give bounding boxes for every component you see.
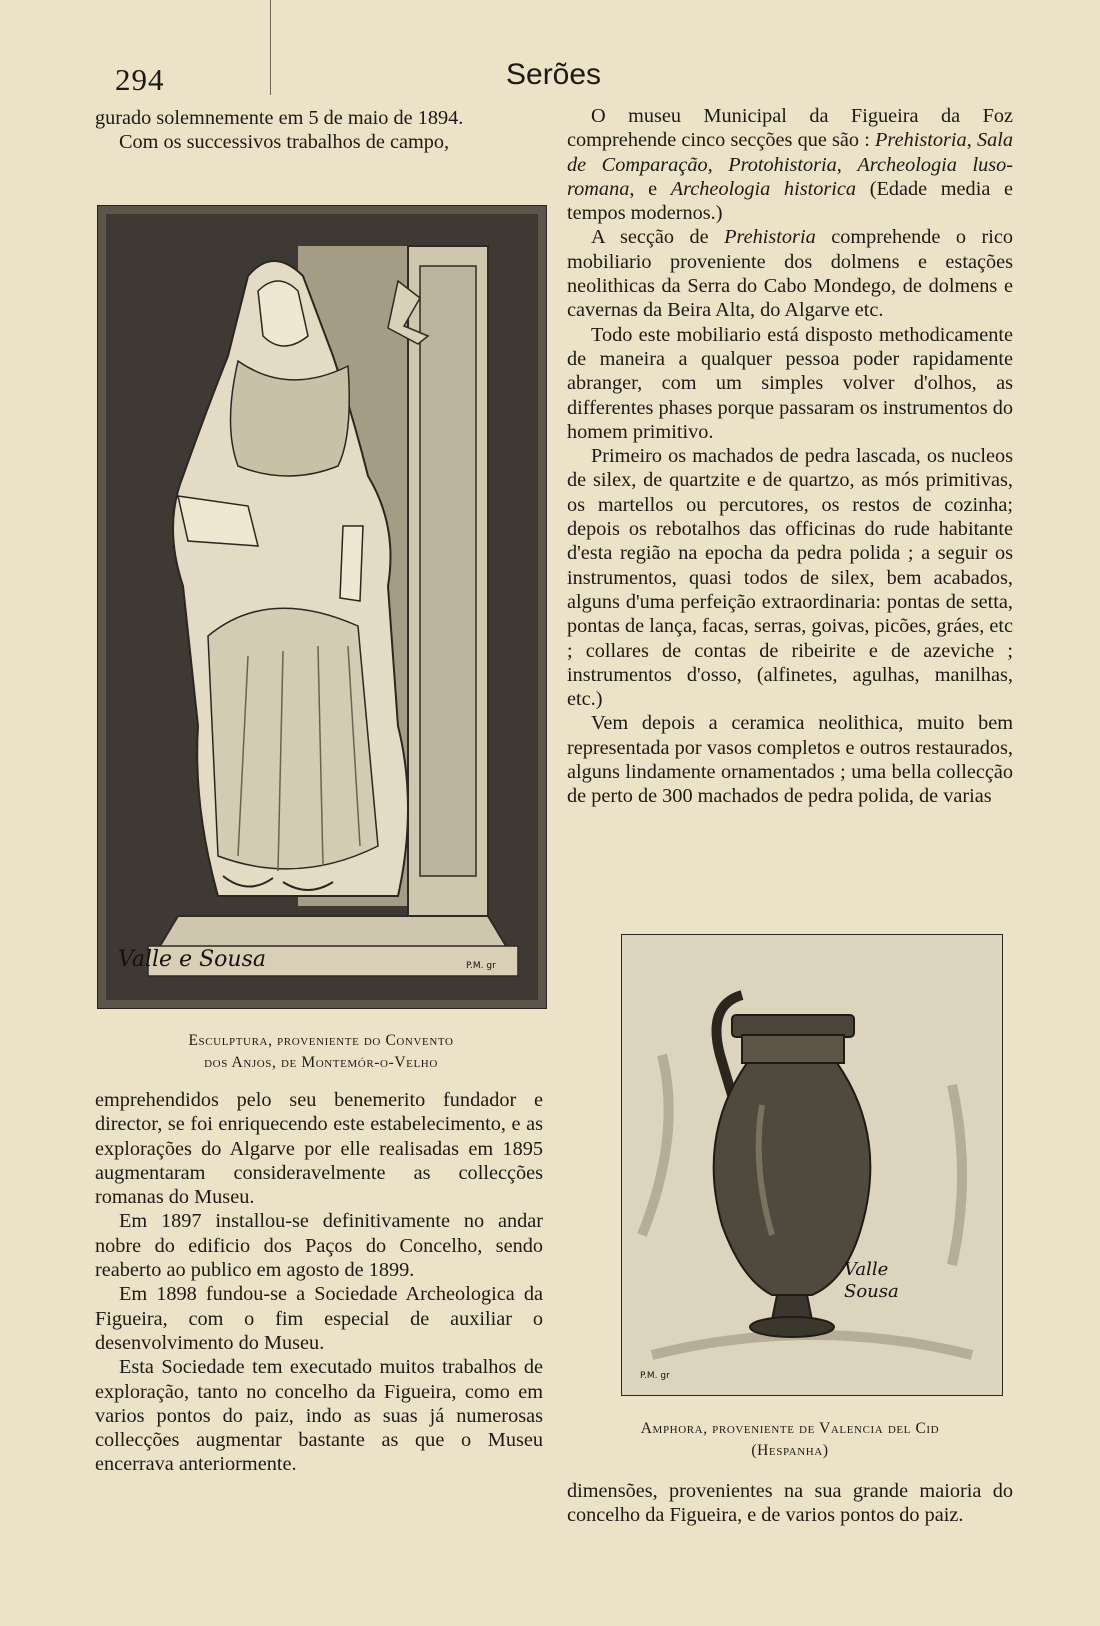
text-run: A secção de xyxy=(591,226,725,249)
section-name: Prehistoria xyxy=(875,129,967,152)
section-name: Sala de Comparação xyxy=(567,129,1014,176)
section-name: Archeologia historica xyxy=(670,177,857,200)
section-name: Prehistoria xyxy=(724,226,816,249)
amphora-caption xyxy=(567,1418,1013,1462)
paragraph: Em 1898 fundou-se a Sociedade Archeologica da Figueira, com o fim especial de auxiliar o desenvolvimento do Museu. xyxy=(95,1283,543,1354)
paragraph: O museu Municipal da Figueira da Foz comprehende cinco secções que são : Prehistoria, Sala de Comparação, Protohistoria, Archeologia luso-romana, e Archeologia historica (Edade media e tempos modernos.) xyxy=(567,105,1014,225)
amphora-engraving xyxy=(622,935,1002,1395)
sculpture-engraving xyxy=(98,206,546,1008)
paragraph: Todo este mobiliario está disposto methodicamente de maneira a qualquer pessoa poder rapidamente abranger, com um simples volver d'olhos, as differentes phases porque passaram os instrumentos do homem primitivo. xyxy=(567,323,1013,443)
caption-line: (Hespanha) xyxy=(751,1442,829,1459)
caption-line: dos Anjos, de Montemór-o-Velho xyxy=(204,1054,438,1071)
running-title: Serões xyxy=(506,58,602,91)
caption-line: Esculptura, proveniente do Convento xyxy=(188,1032,454,1049)
paragraph: Vem depois a ceramica neolithica, muito bem representada por vasos completos e outros restaurados, alguns lindamente ornamentados ; uma bella collecção de perto de 300 machados de pedra polida, de varias xyxy=(567,712,1013,808)
paragraph: dimensões, provenientes na sua grande maioria do concelho da Figueira, e de varios pontos do paiz. xyxy=(567,1480,1013,1527)
page-number: 294 xyxy=(115,62,165,97)
header-rule xyxy=(270,0,271,95)
sculpture-signature: Valle e Sousa xyxy=(118,947,266,972)
sculpture-caption xyxy=(97,1030,545,1074)
paragraph: gurado solemnemente em 5 de maio de 1894. xyxy=(95,107,464,129)
sculpture-engraver-mark: P.M. gr xyxy=(466,961,496,971)
right-column-top xyxy=(567,104,1013,809)
sculpture-illustration xyxy=(97,205,547,1009)
amphora-signature-line2: Sousa xyxy=(844,1281,899,1302)
left-column-top xyxy=(95,106,543,155)
left-column-bottom xyxy=(95,1088,543,1477)
amphora-illustration xyxy=(621,934,1003,1396)
paragraph: Primeiro os machados de pedra lascada, os nucleos de silex, de quartzite e de quartzo, as mós primitivas, os martellos ou percutores, os restos de cozinha; depois os rebotalhos das officinas do rude habitante d'esta região na epocha da pedra polida ; a seguir os instrumentos, quasi todos de silex, bem acabados, alguns d'uma perfeição extraordinaria: pontas de setta, pontas de lança, facas, serras, goivas, picões, gráes, etc ; collares de contas de ribeirite e de azeviche ; instrumentos d'osso, (alfinetes, agulhas, manilhas, etc.) xyxy=(567,445,1013,711)
amphora-signature-line1: Valle xyxy=(844,1259,889,1280)
text-run: O museu Municipal da Figueira da Foz comprehende cinco secções que são : xyxy=(567,105,1013,152)
text-run: comprehende o rico mobiliario proveniente dos dolmens e estações neolithicas da Serra do Cabo Mondego, de dolmens e cavernas da Beira Alta, do Algarve etc. xyxy=(567,226,1014,322)
right-column-bottom xyxy=(567,1479,1013,1528)
text-run: (Edade media e tempos modernos.) xyxy=(567,177,1013,225)
paragraph xyxy=(567,225,1013,322)
paragraph: Com os successivos trabalhos de campo, xyxy=(119,131,450,154)
section-name: Archeologia luso-romana xyxy=(567,153,1014,200)
text-run: e xyxy=(648,177,658,200)
paragraph: Em 1897 installou-se definitivamente no andar nobre do edificio dos Paços do Concelho, sendo reaberto ao publico em agosto de 1899. xyxy=(95,1210,543,1282)
caption-line: Amphora, proveniente de Valencia del Cid xyxy=(640,1420,940,1437)
amphora-engraver-mark: P.M. gr xyxy=(640,1371,670,1381)
paragraph: emprehendidos pelo seu benemerito fundador e director, se foi enriquecendo este estabelecimento, e as explorações do Algarve por elle realisadas em 1895 augmentaram consideravelmente as collecções romanas do Museu. xyxy=(95,1089,543,1209)
paragraph: Esta Sociedade tem executado muitos trabalhos de exploração, tanto no concelho da Figueira, como em varios pontos do paiz, indo as suas já numerosas collecções augmentar bastante as que o Museu encerrava anteriormente. xyxy=(95,1356,543,1476)
section-name: Protohistoria xyxy=(728,153,837,176)
